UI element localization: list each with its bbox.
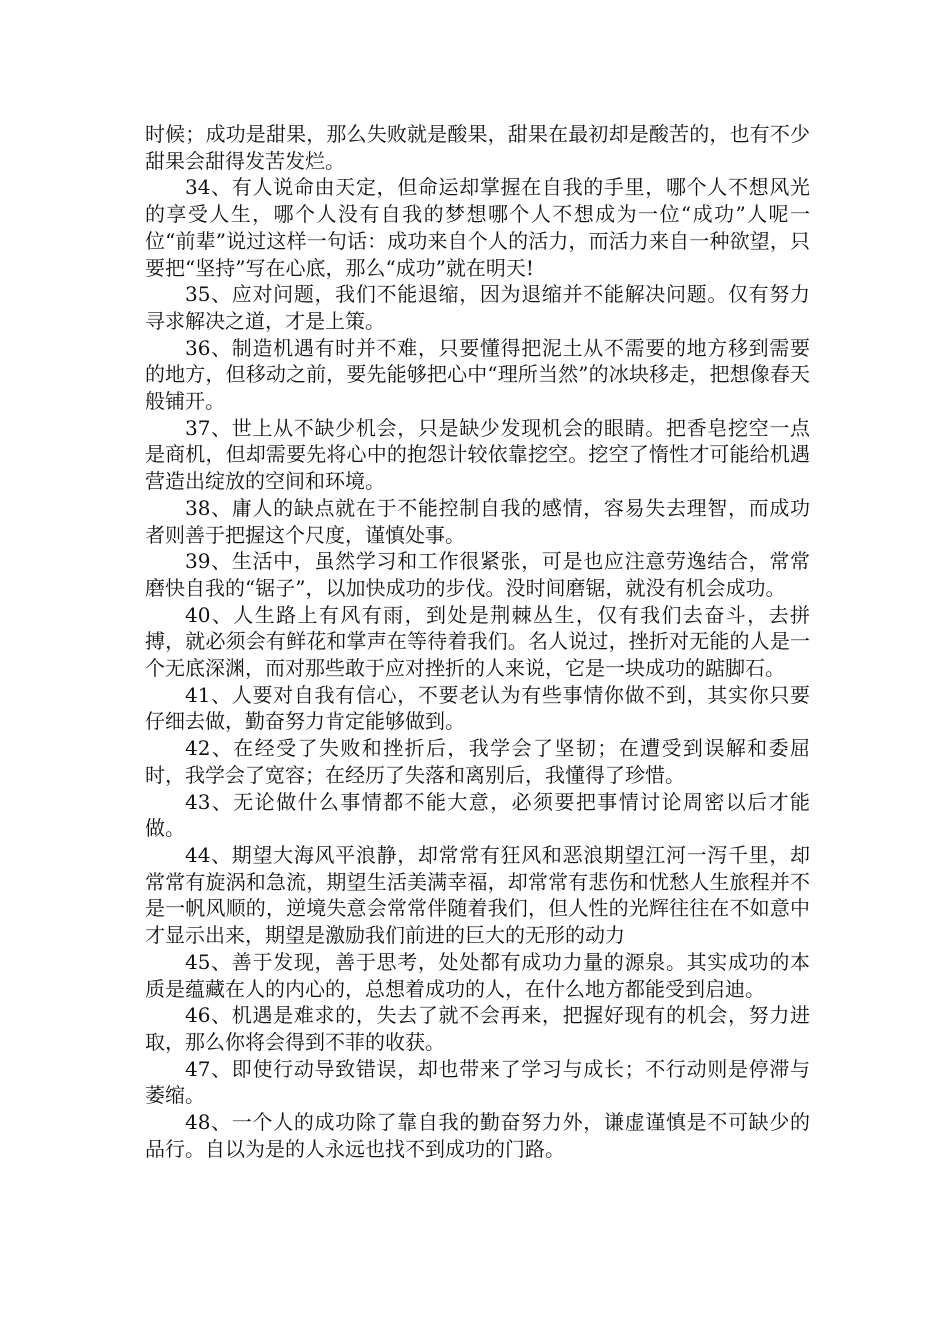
paragraph-46: 46、机遇是难求的，失去了就不会再来，把握好现有的机会，努力进取，那么你将会得到不菲的收获。 — [145, 1003, 810, 1054]
paragraph-38: 38、庸人的缺点就在于不能控制自我的感情，容易失去理智，而成功者则善于把握这个尺度，谨慎处事。 — [145, 495, 810, 547]
paragraph-45: 45、善于发现，善于思考，处处都有成功力量的源泉。其实成功的本质是蕴藏在人的内心的，总想着成功的人，在什么地方都能受到启迪。 — [145, 949, 810, 1001]
paragraph-39: 39、生活中，虽然学习和工作很紧张，可是也应注意劳逸结合，常常磨快自我的“锯子”，以加快成功的步伐。没时间磨锯，就没有机会成功。 — [145, 549, 810, 600]
paragraph-34: 34、有人说命由天定，但命运却掌握在自我的手里，哪个人不想风光的享受人生，哪个人没有自我的梦想哪个人不想成为一位“成功”人呢一位“前辈”说过这样一句话：成功来自个人的活力，而活力来自一种欲望，只要把“坚持”写在心底，那么“成功”就在明天! — [145, 175, 810, 280]
paragraph-continuation: 时候；成功是甜果，那么失败就是酸果，甜果在最初却是酸苦的，也有不少甜果会甜得发苦发烂。 — [145, 122, 810, 173]
paragraph-43: 43、无论做什么事情都不能大意，必须要把事情讨论周密以后才能做。 — [145, 789, 810, 841]
paragraph-47: 47、即使行动导致错误，却也带来了学习与成长；不行动则是停滞与萎缩。 — [145, 1056, 810, 1108]
paragraph-41: 41、人要对自我有信心，不要老认为有些事情你做不到，其实你只要仔细去做，勤奋努力肯定能够做到。 — [145, 682, 810, 734]
paragraph-35: 35、应对问题，我们不能退缩，因为退缩并不能解决问题。仅有努力寻求解决之道，才是上策。 — [145, 282, 810, 333]
paragraph-36: 36、制造机遇有时并不难，只要懂得把泥土从不需要的地方移到需要的地方，但移动之前，要先能够把心中“理所当然”的冰块移走，把想像春天般铺开。 — [145, 335, 810, 414]
document-body — [145, 121, 810, 1162]
paragraph-37: 37、世上从不缺少机会，只是缺少发现机会的眼睛。把香皂挖空一点是商机，但却需要先将心中的抱怨计较依靠挖空。挖空了惰性才可能给机遇营造出绽放的空间和环境。 — [145, 415, 810, 494]
paragraph-42: 42、在经受了失败和挫折后，我学会了坚韧；在遭受到误解和委屈时，我学会了宽容；在经历了失落和离别后，我懂得了珍惜。 — [145, 736, 810, 787]
paragraph-44: 44、期望大海风平浪静，却常常有狂风和恶浪期望江河一泻千里，却常常有旋涡和急流，期望生活美满幸福，却常常有悲伤和忧愁人生旅程并不是一帆风顺的，逆境失意会常常伴随着我们，但人性的光辉往往在不如意中才显示出来，期望是激励我们前进的巨大的无形的动力 — [145, 842, 810, 948]
paragraph-48: 48、一个人的成功除了靠自我的勤奋努力外，谦虚谨慎是不可缺少的品行。自以为是的人永远也找不到成功的门路。 — [145, 1110, 810, 1161]
paragraph-40: 40、人生路上有风有雨，到处是荆棘丛生，仅有我们去奋斗，去拼搏，就必须会有鲜花和掌声在等待着我们。名人说过，挫折对无能的人是一个无底深渊，而对那些敢于应对挫折的人来说，它是一块成功的踮脚石。 — [145, 602, 810, 681]
